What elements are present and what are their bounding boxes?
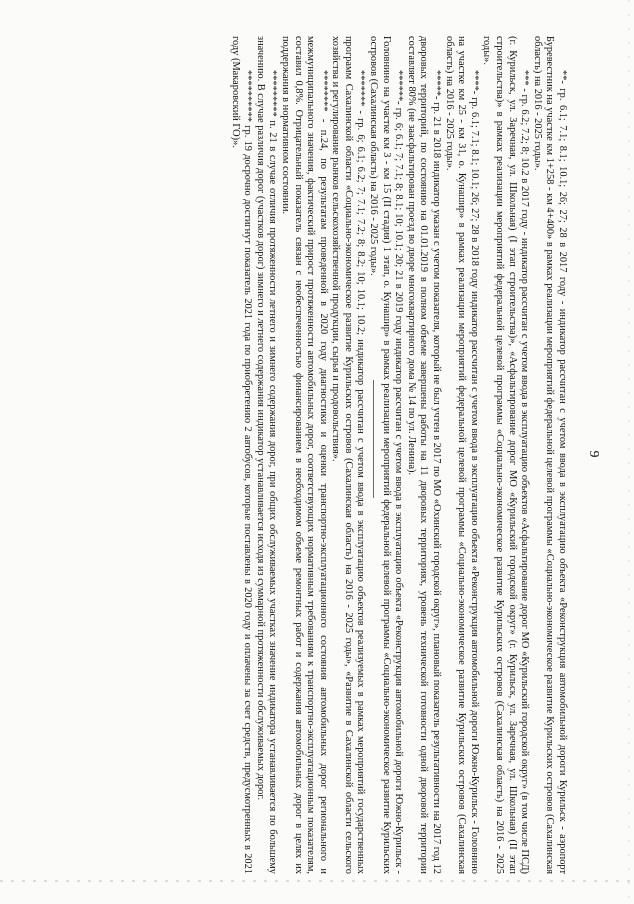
footnote-7-stars: ******* - гр. 6; 6.1; 6.2; 7; 7.1; 7.2; 8; 8.2; 10; 10.1; 10.2; индикатор рассчитан с учетом ввода в эксплуатацию объектов реализуемых в рамках мероприятий государственных программ Сахалинской области «Социально-экономическое развитие Курильских островов (Сахалинская область) на 2016 - 2025 годы», «Развитие в Сахалинской области сельского хозяйства и регулирование рынков сельскохозяйственной продукции, сырья и продовольствия». <box>330 36 367 874</box>
footnote-3-stars: *** - гр. 6.2; 7.2; 8; 10.2 в 2017 году - индикатор рассчитан с учетом ввода в эксплуатацию объектов «Асфальтирование дорог МО «Курильский городской округ» (в том числе ПСД) (г. Курильск, ул. Заречная, ул. Школьная) (I этап строительства)», «Асфальтирование дорог МО «Курильский городской округ» (г. Курильск, ул. Заречная, ул. Школьная) (II этап строительства)» в рамках реализации мероприятий федеральной целевой программы «Социально-экономическое развитие Курильских островов (Сахалинская область) на 2016 - 2025 годы». <box>481 36 531 874</box>
footnote-9-stars: ********* п. 21 в случае отличия протяженности летнего и зимнего содержания дорог, при общих обслуживаемых участках значение индикатора устанавливается по большему значению. В случае различия дорог (участков дорог) зимнего и летнего содержания индикатор устанавливается исходя из суммарной протяженности обслуживаемых дорог. <box>254 36 279 874</box>
footnotes-block <box>88 36 568 874</box>
footnote-8-stars: ******** - п.24, по результатам проведенной в 2020 году диагностики и оценки транспортно-эксплуатационного состояния автомобильных дорог регионального и межмуниципального значения, фактический прирост протяженности автомобильных дорог, соответствующих нормативным требованиям к транспортно-эксплуатационным показателям, составил 0,8%. Отрицательный показатель связан с необеспеченностью финансированием в необходимом объеме ремонтных работ и содержания автомобильных дорог в целях их поддержания в нормативном состоянии. <box>279 36 329 874</box>
footnote-5-stars: *****- гр. 21 в 2018 индикатор указан с учетом показателя, который не был учтен в 2017 по МО «Охинский городской округ», плановый показатель результативности на 2017 год 12 дворовых территорий, по состоянию на 01.01.2019 в полном объеме завершены работы на 11 дворовых территориях, уровень технической готовности одной дворовой территории составляет 80% (не заасфальтирован проезд во дворе многоквартирного дома № 14 по ул. Ленина). <box>405 36 443 874</box>
footnote-10-stars: ********** гр. 19 досрочно достигнут показатель 2021 года по приобретению 2 автобусов, которые поставлены в 2020 году и оплачены за счет средств, предусмотренных в 2021 году (Макаровский ГО)». <box>229 36 254 874</box>
page-number: 9 <box>586 450 601 458</box>
closing-rule <box>373 380 374 498</box>
scan-edge-artifact <box>0 880 634 882</box>
footnote-2-stars: **- гр. 6.1; 7.1; 8.1; 10.1; 26; 27; 28 в 2017 году - индикатор рассчитан с учетом ввода в эксплуатацию объекта «Реконструкция автомобильной дороги Курильск - аэропорт Буревестник на участке км 1+258 - км 4+400» в рамках реализации мероприятий федеральной целевой программы «Социально-экономическое развитие Курильских островов (Сахалинская область) на 2016 - 2025 годы». <box>531 36 568 874</box>
footnote-4-stars: ****- гр. 6.1; 7.1; 8.1; 10.1; 26; 27; 28 в 2018 году индикатор рассчитан с учетом ввода в эксплуатацию объекта «Реконструкция автомобильной дороги Южно-Курильск - Головнино на участке км 25 - км 31, о. Кунашир» в рамках реализации мероприятий федеральной целевой программы «Социально-экономическое развитие Курильских островов (Сахалинская область) на 2016 - 2025 годы». <box>443 36 480 874</box>
rotated-content <box>82 30 602 878</box>
footnote-6-stars: ******- гр. 6; 6.1; 7; 7.1; 8; 8.1; 10; 10.1; 20; 21 в 2019 году индикатор рассчитан с учетом ввода в эксплуатацию объекта «Реконструкция автомобильной дороги Южно-Курильск - Головнино на участке км 3 - км 15 (II стадия) 1 этап, о. Кунашир» в рамках реализации мероприятий федеральной целевой программы «Социально-экономическое развитие Курильских островов (Сахалинская область) на 2016 - 2025 годы». <box>368 36 405 874</box>
scan-edge-artifact-right <box>628 0 630 904</box>
